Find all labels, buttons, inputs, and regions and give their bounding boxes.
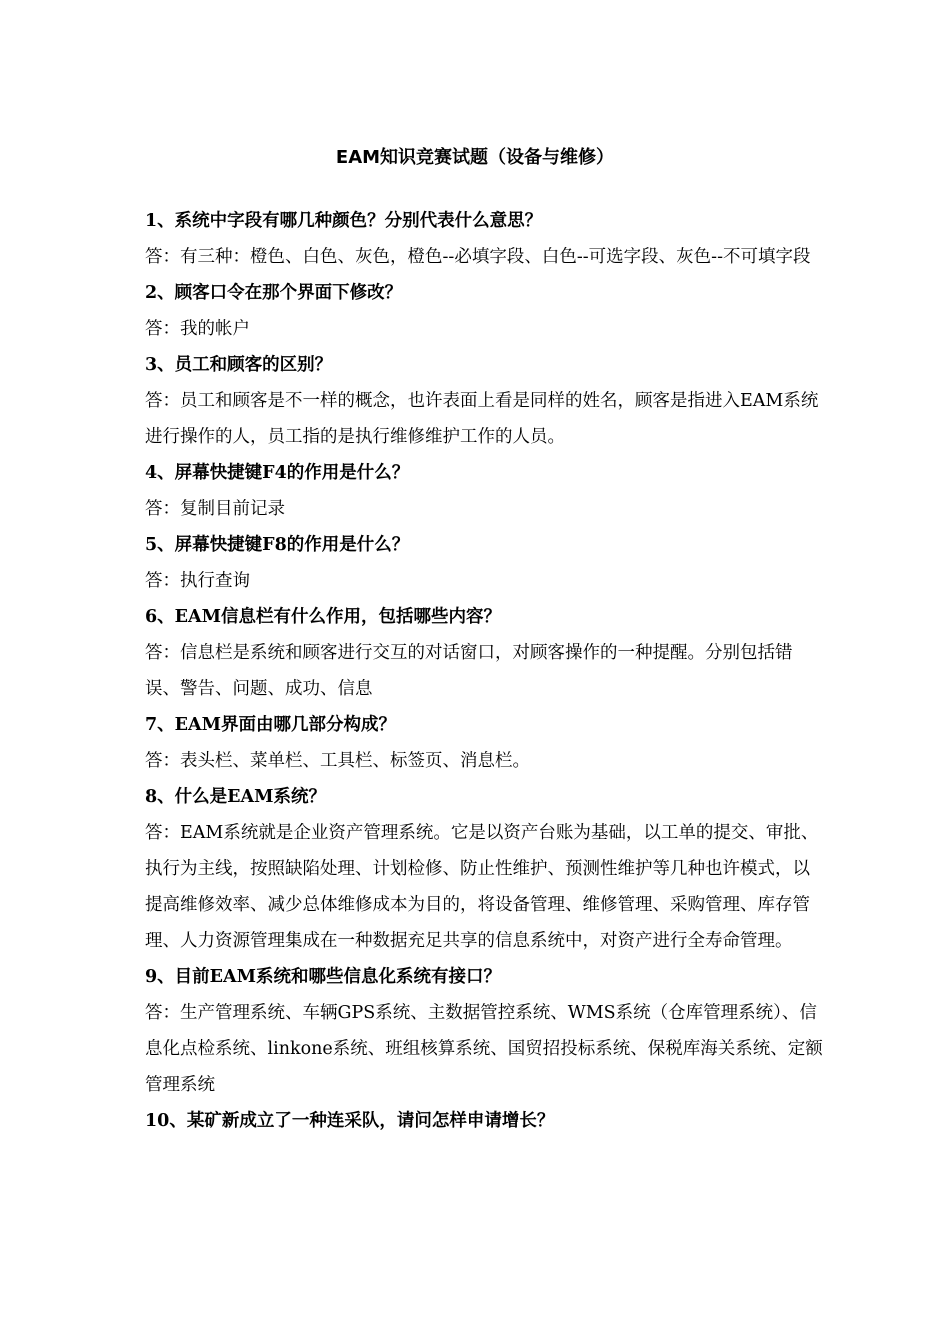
question-10: 10、某矿新成立了一种连采队，请问怎样申请增长？ bbox=[145, 1111, 555, 1131]
qa-list bbox=[145, 203, 825, 1139]
answer-3: 答：员工和顾客是不一样的概念，也许表面上看是同样的姓名，顾客是指进入EAM系统进行操作的人，员工指的是执行维修维护工作的人员。 bbox=[145, 391, 819, 447]
question-3: 3、员工和顾客的区别？ bbox=[145, 355, 333, 375]
answer-4: 答：复制目前记录 bbox=[145, 499, 285, 519]
question-9: 9、目前EAM系统和哪些信息化系统有接口？ bbox=[145, 967, 501, 987]
question-5: 5、屏幕快捷键F8的作用是什么？ bbox=[145, 535, 410, 555]
answer-9: 答：生产管理系统、车辆GPS系统、主数据管控系统、WMS系统（仓库管理系统）、信息化点检系统、linkone系统、班组核算系统、国贸招投标系统、保税库海关系统、定额管理系统 bbox=[145, 1003, 823, 1095]
question-1: 1、系统中字段有哪几种颜色？分别代表什么意思？ bbox=[145, 211, 543, 231]
question-8: 8、什么是EAM系统？ bbox=[145, 787, 326, 807]
answer-2: 答：我的帐户 bbox=[145, 319, 250, 339]
answer-6: 答：信息栏是系统和顾客进行交互的对话窗口，对顾客操作的一种提醒。分别包括错误、警告、问题、成功、信息 bbox=[145, 643, 793, 699]
question-7: 7、EAM界面由哪几部分构成？ bbox=[145, 715, 396, 735]
answer-7: 答：表头栏、菜单栏、工具栏、标签页、消息栏。 bbox=[145, 751, 530, 771]
question-6: 6、EAM信息栏有什么作用，包括哪些内容？ bbox=[145, 607, 501, 627]
question-4: 4、屏幕快捷键F4的作用是什么？ bbox=[145, 463, 410, 483]
answer-1: 答：有三种：橙色、白色、灰色，橙色--必填字段、白色--可选字段、灰色--不可填字段 bbox=[145, 247, 811, 267]
answer-8: 答：EAM系统就是企业资产管理系统。它是以资产台账为基础，以工单的提交、审批、执行为主线，按照缺陷处理、计划检修、防止性维护、预测性维护等几种也许模式，以提高维修效率、减少总体维修成本为目的，将设备管理、维修管理、采购管理、库存管理、人力资源管理集成在一种数据充足共享的信息系统中，对资产进行全寿命管理。 bbox=[145, 823, 819, 951]
answer-5: 答：执行查询 bbox=[145, 571, 250, 591]
document-title: EAM知识竞赛试题（设备与维修） bbox=[335, 147, 615, 168]
question-2: 2、顾客口令在那个界面下修改？ bbox=[145, 283, 403, 303]
